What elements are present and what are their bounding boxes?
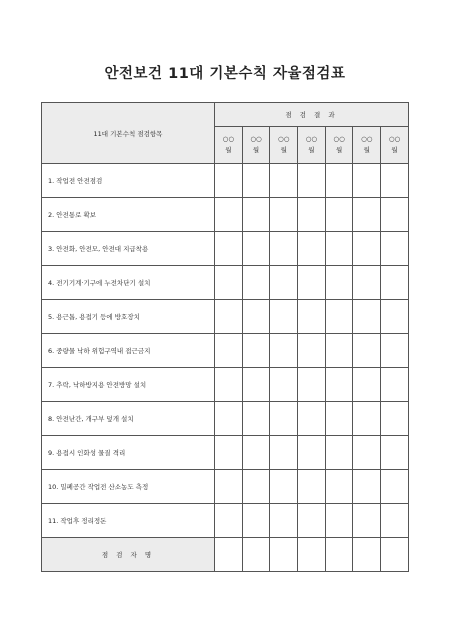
result-cell[interactable]: [325, 266, 353, 300]
result-cell[interactable]: [270, 334, 298, 368]
result-cell[interactable]: [381, 470, 409, 504]
result-cell[interactable]: [215, 470, 243, 504]
table-row: [42, 164, 409, 198]
check-item-label: 6. 중량물 낙하 위험구역내 접근금지: [42, 334, 215, 368]
month-placeholder: ○○: [278, 135, 290, 143]
result-cell[interactable]: [298, 198, 326, 232]
check-item-label: 11. 작업후 정리정돈: [42, 504, 215, 538]
result-cell[interactable]: [270, 470, 298, 504]
result-cell[interactable]: [325, 334, 353, 368]
month-unit: 월: [335, 146, 343, 154]
month-header: [242, 127, 270, 164]
result-cell[interactable]: [215, 334, 243, 368]
result-cell[interactable]: [325, 402, 353, 436]
month-placeholder: ○○: [361, 135, 373, 143]
result-cell[interactable]: [270, 198, 298, 232]
result-cell[interactable]: [242, 232, 270, 266]
check-item-label: 2. 안전통로 확보: [42, 198, 215, 232]
signer-cell[interactable]: [353, 538, 381, 572]
result-cell[interactable]: [215, 164, 243, 198]
result-cell[interactable]: [353, 232, 381, 266]
result-cell[interactable]: [242, 436, 270, 470]
month-header: [325, 127, 353, 164]
result-cell[interactable]: [381, 436, 409, 470]
result-cell[interactable]: [381, 402, 409, 436]
check-item-label: 10. 밀폐공간 작업전 산소농도 측정: [42, 470, 215, 504]
result-cell[interactable]: [353, 504, 381, 538]
result-cell[interactable]: [215, 300, 243, 334]
result-cell[interactable]: [270, 232, 298, 266]
result-cell[interactable]: [215, 232, 243, 266]
month-unit: 월: [391, 146, 398, 154]
result-cell[interactable]: [242, 402, 270, 436]
check-item-label: 9. 용접시 인화성 물질 격리: [42, 436, 215, 470]
month-unit: 월: [308, 146, 315, 154]
signer-cell[interactable]: [381, 538, 409, 572]
result-cell[interactable]: [353, 198, 381, 232]
check-item-label: 1. 작업전 안전점검: [42, 164, 215, 198]
result-cell[interactable]: [298, 368, 326, 402]
signer-cell[interactable]: [298, 538, 326, 572]
check-item-label: 8. 안전난간, 개구부 덮개 설치: [42, 402, 215, 436]
result-cell[interactable]: [381, 368, 409, 402]
month-placeholder: ○○: [388, 135, 401, 143]
result-cell[interactable]: [381, 266, 409, 300]
result-cell[interactable]: [215, 402, 243, 436]
result-cell[interactable]: [325, 504, 353, 538]
table-row: [42, 232, 409, 266]
result-cell[interactable]: [215, 368, 243, 402]
signer-cell[interactable]: [270, 538, 298, 572]
month-unit: 월: [252, 146, 260, 154]
result-cell[interactable]: [381, 164, 409, 198]
month-unit: 월: [225, 146, 232, 154]
item-header: 11대 기본수칙 점검항목: [42, 103, 215, 164]
check-item-label: 3. 안전화, 안전모, 안전대 지급착용: [42, 232, 215, 266]
result-cell[interactable]: [215, 504, 243, 538]
result-cell[interactable]: [298, 334, 326, 368]
result-cell[interactable]: [270, 368, 298, 402]
signer-cell[interactable]: [325, 538, 353, 572]
result-cell[interactable]: [325, 164, 353, 198]
month-placeholder: ○○: [222, 135, 235, 143]
result-cell[interactable]: [242, 266, 270, 300]
month-placeholder: ○○: [305, 135, 318, 143]
result-cell[interactable]: [270, 300, 298, 334]
table-row: [42, 334, 409, 368]
check-item-label: 4. 전기기계·기구에 누전차단기 설치: [42, 266, 215, 300]
result-cell[interactable]: [242, 334, 270, 368]
result-cell[interactable]: [353, 368, 381, 402]
result-cell[interactable]: [298, 504, 326, 538]
result-cell[interactable]: [353, 334, 381, 368]
table-row: [42, 368, 409, 402]
month-placeholder: ○○: [250, 135, 262, 143]
month-unit: 월: [363, 146, 370, 154]
result-cell[interactable]: [242, 300, 270, 334]
result-cell[interactable]: [242, 504, 270, 538]
signer-row: [42, 538, 409, 572]
month-header: [215, 127, 243, 164]
result-header: 점 검 결 과: [215, 103, 409, 127]
result-cell[interactable]: [298, 164, 326, 198]
result-cell[interactable]: [381, 300, 409, 334]
result-cell[interactable]: [353, 300, 381, 334]
result-cell[interactable]: [270, 436, 298, 470]
result-cell[interactable]: [298, 436, 326, 470]
result-cell[interactable]: [325, 198, 353, 232]
result-cell[interactable]: [215, 266, 243, 300]
result-cell[interactable]: [381, 198, 409, 232]
result-cell[interactable]: [298, 402, 326, 436]
result-cell[interactable]: [381, 334, 409, 368]
result-cell[interactable]: [242, 470, 270, 504]
table-row: [42, 470, 409, 504]
result-cell[interactable]: [353, 470, 381, 504]
result-cell[interactable]: [298, 470, 326, 504]
result-cell[interactable]: [381, 504, 409, 538]
check-item-label: 7. 추락, 낙하방지용 안전방망 설치: [42, 368, 215, 402]
result-cell[interactable]: [270, 504, 298, 538]
result-cell[interactable]: [325, 470, 353, 504]
result-cell[interactable]: [325, 232, 353, 266]
result-cell[interactable]: [325, 300, 353, 334]
month-unit: 월: [280, 146, 287, 154]
page-title: 안전보건 11대 기본수칙 자율점검표: [104, 66, 346, 82]
month-header: [381, 127, 409, 164]
checklist-table: [41, 102, 409, 572]
month-header: [270, 127, 298, 164]
table-row: [42, 300, 409, 334]
result-cell[interactable]: [242, 198, 270, 232]
result-cell[interactable]: [242, 368, 270, 402]
month-header: [353, 127, 381, 164]
result-cell[interactable]: [353, 436, 381, 470]
signer-cell[interactable]: [215, 538, 243, 572]
result-cell[interactable]: [270, 402, 298, 436]
month-placeholder: ○○: [333, 135, 345, 143]
table-row: [42, 402, 409, 436]
result-cell[interactable]: [215, 198, 243, 232]
result-cell[interactable]: [298, 232, 326, 266]
result-cell[interactable]: [242, 164, 270, 198]
result-cell[interactable]: [270, 164, 298, 198]
result-cell[interactable]: [325, 368, 353, 402]
result-cell[interactable]: [353, 164, 381, 198]
table-row: [42, 266, 409, 300]
result-cell[interactable]: [298, 266, 326, 300]
check-item-label: 5. 용근톱, 용접기 등에 방호장치: [42, 300, 215, 334]
table-row: [42, 504, 409, 538]
month-header: [298, 127, 326, 164]
result-cell[interactable]: [353, 402, 381, 436]
result-cell[interactable]: [381, 232, 409, 266]
result-cell[interactable]: [298, 300, 326, 334]
result-cell[interactable]: [270, 266, 298, 300]
result-cell[interactable]: [215, 436, 243, 470]
result-cell[interactable]: [325, 436, 353, 470]
table-row: [42, 436, 409, 470]
result-cell[interactable]: [353, 266, 381, 300]
signer-label: 점 검 자 명: [42, 538, 215, 572]
table-row: [42, 198, 409, 232]
signer-cell[interactable]: [242, 538, 270, 572]
